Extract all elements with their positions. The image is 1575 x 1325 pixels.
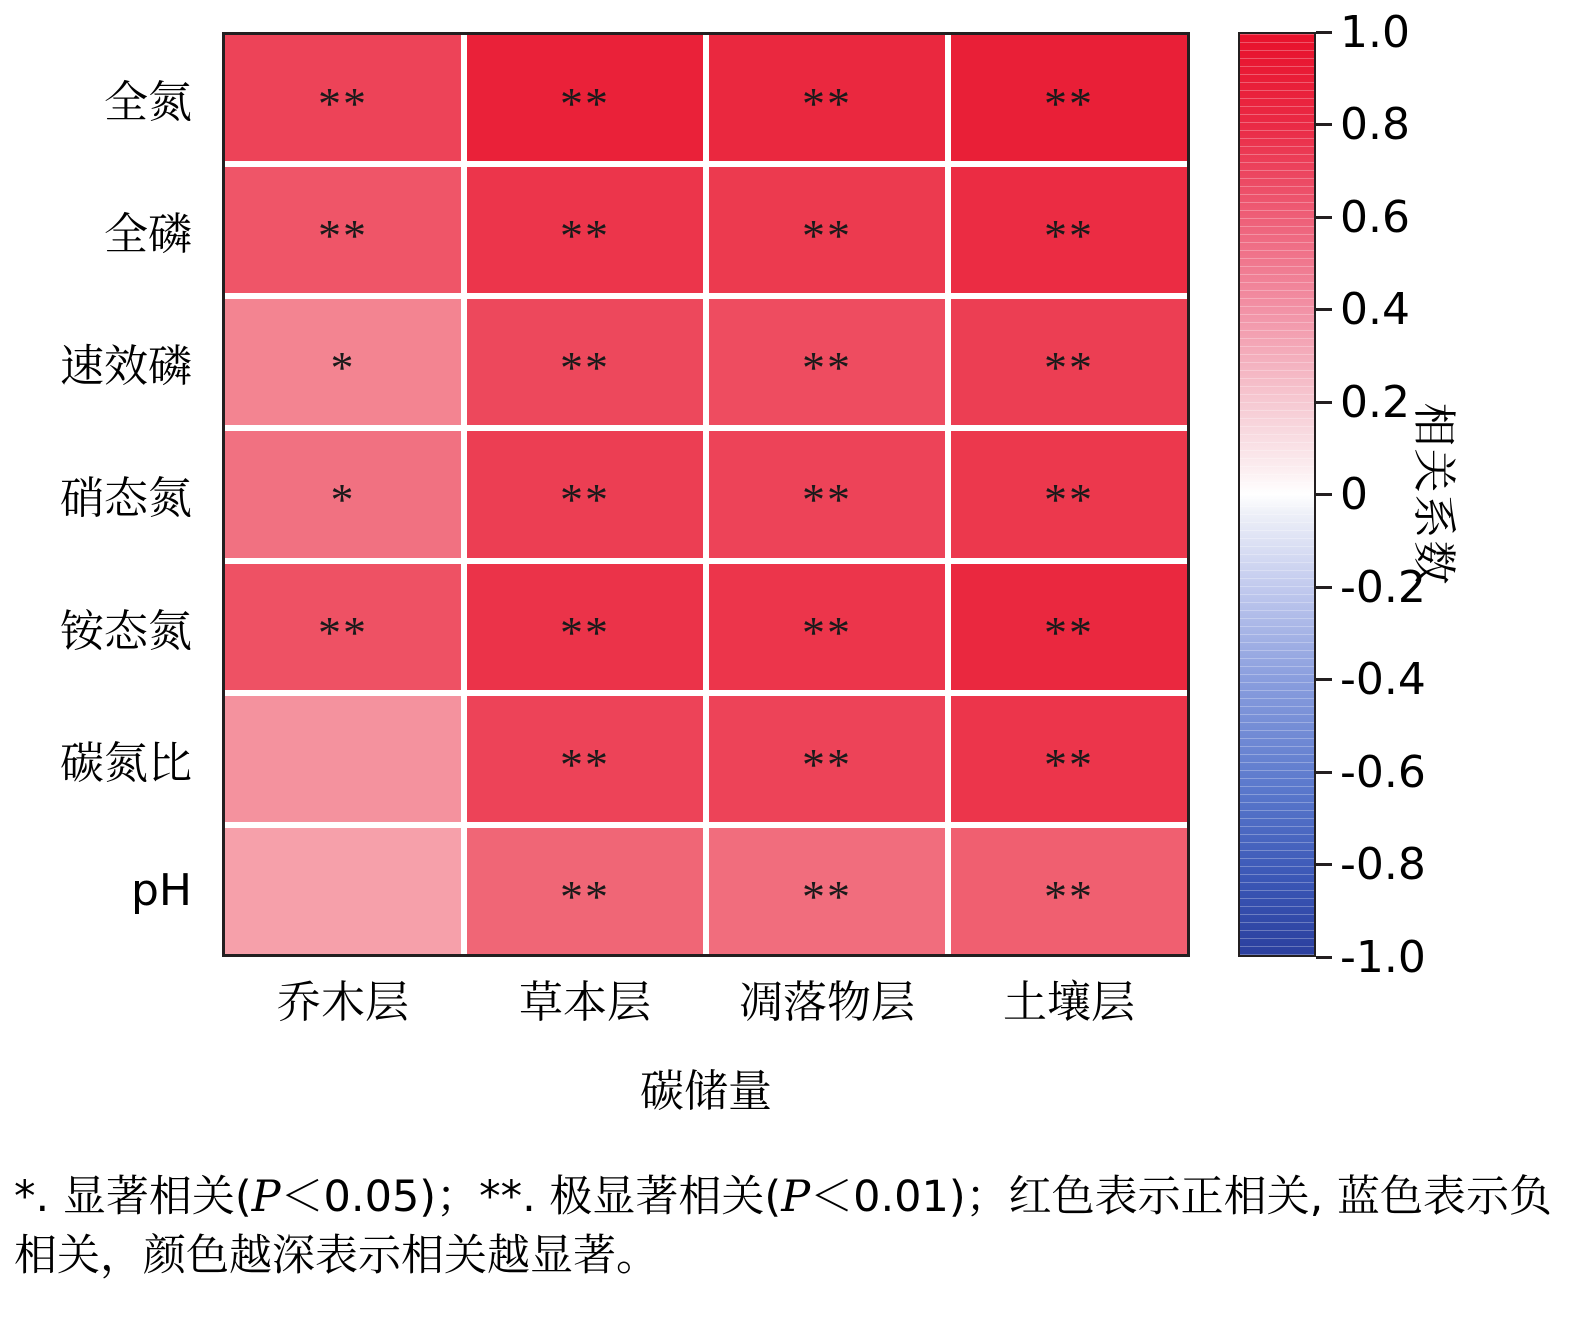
colorbar-tick xyxy=(1316,469,1368,520)
significance-marker: ** xyxy=(318,78,368,130)
caption-part-4: 关, 蓝色表示负相关，颜色越深表示相关越显著。 xyxy=(14,1172,1553,1282)
x-axis-label-2: 凋落物层 xyxy=(739,977,915,1028)
colorbar-tick xyxy=(1316,99,1410,150)
heatmap-cell xyxy=(225,167,461,293)
heatmap-cell xyxy=(709,564,945,690)
colorbar-title: 相关系数 xyxy=(1408,402,1459,587)
heatmap-cell xyxy=(467,35,703,161)
colorbar-tick-mark xyxy=(1316,956,1332,959)
colorbar-tick-mark xyxy=(1316,31,1332,34)
heatmap-cell xyxy=(225,35,461,161)
colorbar-tick-label: 0.2 xyxy=(1340,376,1410,428)
significance-marker: ** xyxy=(802,474,852,526)
colorbar xyxy=(1238,6,1426,983)
colorbar-tick-label: -1.0 xyxy=(1340,931,1426,983)
significance-marker: * xyxy=(330,342,356,394)
y-axis-label-1: 全磷 xyxy=(104,209,192,261)
significance-marker: ** xyxy=(560,738,610,790)
significance-marker: ** xyxy=(318,210,368,262)
significance-marker: ** xyxy=(1044,606,1094,658)
significance-marker: ** xyxy=(560,870,610,922)
heatmap-cell xyxy=(951,564,1187,690)
colorbar-tick xyxy=(1316,284,1410,335)
significance-marker: ** xyxy=(802,210,852,262)
x-axis-labels xyxy=(222,965,1190,1031)
significance-marker: * xyxy=(330,474,356,526)
x-axis-label-0: 乔木层 xyxy=(277,977,409,1028)
x-axis-label-1: 草本层 xyxy=(519,977,651,1028)
colorbar-tick-label: 0.6 xyxy=(1340,191,1410,243)
colorbar-tick xyxy=(1316,191,1410,243)
significance-marker: ** xyxy=(560,78,610,130)
heatmap-cell xyxy=(225,696,461,822)
y-axis-label-6: pH xyxy=(130,865,192,917)
y-axis-label-5: 碳氮比 xyxy=(60,737,192,789)
heatmap-cell xyxy=(467,167,703,293)
y-axis-labels xyxy=(0,32,210,957)
caption-part-1: *. 显著相关( xyxy=(14,1172,252,1222)
colorbar-tick-label: 1.0 xyxy=(1340,6,1410,58)
significance-marker: ** xyxy=(1044,78,1094,130)
significance-marker: ** xyxy=(1044,738,1094,790)
significance-marker: ** xyxy=(1044,870,1094,922)
heatmap-cell xyxy=(467,564,703,690)
colorbar-tick-mark xyxy=(1316,493,1332,496)
heatmap-cell xyxy=(467,299,703,425)
heatmap-cell xyxy=(225,564,461,690)
colorbar-tick-label: -0.8 xyxy=(1340,839,1426,890)
significance-marker: ** xyxy=(802,78,852,130)
x-axis-label-3: 土壤层 xyxy=(1003,977,1135,1028)
heatmap-cell xyxy=(709,167,945,293)
x-axis-title: 碳储量 xyxy=(640,1066,772,1117)
colorbar-tick-label: 0.8 xyxy=(1340,99,1410,150)
colorbar-tick-mark xyxy=(1316,123,1332,126)
colorbar-tick-mark xyxy=(1316,771,1332,774)
caption-part-2: ＜0.05)；**. 极显著相关( xyxy=(280,1172,782,1222)
heatmap-cell xyxy=(709,299,945,425)
colorbar-tick-label: 0 xyxy=(1340,469,1368,520)
significance-marker: ** xyxy=(802,738,852,790)
y-axis-label-2: 速效磷 xyxy=(60,341,192,393)
heatmap-cell xyxy=(709,828,945,954)
significance-marker: ** xyxy=(560,210,610,262)
colorbar-tick-mark xyxy=(1316,586,1332,589)
y-axis-label-3: 硝态氮 xyxy=(60,473,192,525)
significance-marker: ** xyxy=(560,342,610,394)
caption-italic-p-1: P xyxy=(251,1172,281,1222)
colorbar-tick-label: -0.2 xyxy=(1340,561,1426,613)
heatmap-cell xyxy=(951,828,1187,954)
heatmap-cell xyxy=(951,299,1187,425)
colorbar-tick-label: 0.4 xyxy=(1340,284,1410,335)
heatmap-cell xyxy=(225,299,461,425)
colorbar-tick xyxy=(1316,6,1410,58)
significance-marker: ** xyxy=(1044,210,1094,262)
colorbar-tick xyxy=(1316,376,1410,428)
significance-marker: ** xyxy=(1044,474,1094,526)
colorbar-tick-mark xyxy=(1316,308,1332,311)
heatmap-cell xyxy=(709,431,945,557)
colorbar-tick-mark xyxy=(1316,863,1332,866)
heatmap-grid xyxy=(222,32,1190,957)
heatmap-cell xyxy=(225,431,461,557)
heatmap-cell xyxy=(467,431,703,557)
heatmap-cell xyxy=(951,35,1187,161)
significance-marker: ** xyxy=(802,606,852,658)
y-axis-label-0: 全氮 xyxy=(104,77,192,129)
heatmap-cell xyxy=(225,828,461,954)
colorbar-gradient xyxy=(1238,32,1316,957)
caption-italic-p-2: P xyxy=(781,1172,811,1222)
colorbar-tick-label: -0.4 xyxy=(1340,654,1426,705)
colorbar-stripes xyxy=(1240,34,1314,955)
heatmap-cell xyxy=(467,828,703,954)
heatmap-cell xyxy=(709,35,945,161)
caption-part-3: ＜0.01)；红色表示正相 xyxy=(810,1172,1267,1222)
heatmap-cell xyxy=(951,431,1187,557)
heatmap-cell xyxy=(709,696,945,822)
significance-marker: ** xyxy=(560,474,610,526)
heatmap-cell xyxy=(467,696,703,822)
figure-caption xyxy=(14,1168,1562,1287)
colorbar-tick-mark xyxy=(1316,401,1332,404)
heatmap-cell xyxy=(951,696,1187,822)
colorbar-tick-mark xyxy=(1316,216,1332,219)
significance-marker: ** xyxy=(802,342,852,394)
y-axis-label-4: 铵态氮 xyxy=(60,605,192,657)
heatmap-cell xyxy=(951,167,1187,293)
significance-marker: ** xyxy=(802,870,852,922)
significance-marker: ** xyxy=(318,606,368,658)
significance-marker: ** xyxy=(1044,342,1094,394)
heatmap-plot-area xyxy=(222,32,1190,957)
significance-marker: ** xyxy=(560,606,610,658)
colorbar-tick-mark xyxy=(1316,678,1332,681)
colorbar-tick-label: -0.6 xyxy=(1340,746,1426,798)
